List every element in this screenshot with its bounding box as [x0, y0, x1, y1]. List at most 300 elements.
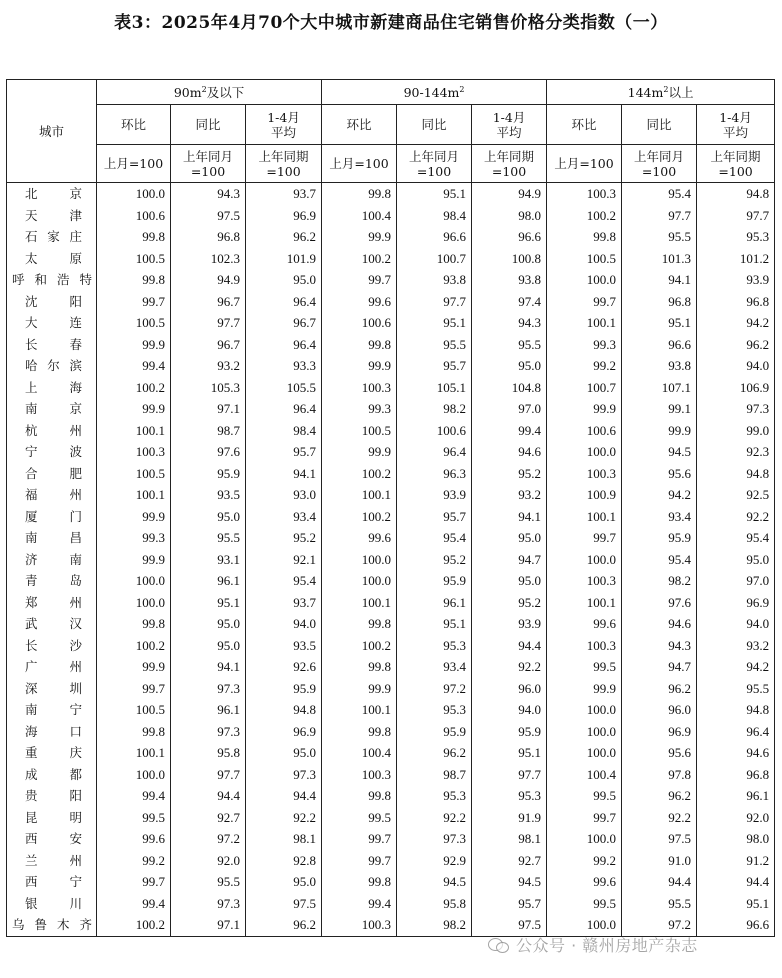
table-row — [7, 549, 775, 571]
value-cell: 95.3 — [697, 226, 775, 248]
value-cell: 95.0 — [697, 549, 775, 571]
value-cell: 96.4 — [697, 721, 775, 743]
table-row — [7, 291, 775, 313]
value-cell: 100.8 — [472, 248, 547, 270]
value-cell: 97.6 — [171, 441, 246, 463]
value-cell: 93.7 — [246, 592, 322, 614]
city-cell: 天津 — [7, 205, 97, 227]
value-cell: 97.7 — [397, 291, 472, 313]
value-cell: 95.9 — [171, 463, 246, 485]
value-cell: 96.1 — [697, 785, 775, 807]
value-cell: 97.0 — [472, 398, 547, 420]
value-cell: 92.2 — [472, 656, 547, 678]
value-cell: 94.8 — [246, 699, 322, 721]
value-cell: 95.5 — [622, 893, 697, 915]
value-cell: 94.6 — [472, 441, 547, 463]
value-cell: 95.2 — [472, 463, 547, 485]
value-cell: 99.7 — [547, 291, 622, 313]
table-row — [7, 635, 775, 657]
city-cell: 太原 — [7, 248, 97, 270]
value-cell: 94.0 — [697, 613, 775, 635]
base-header-ytd-line1: 上年同期 — [484, 148, 535, 164]
value-cell: 92.1 — [246, 549, 322, 571]
value-cell: 100.4 — [322, 742, 397, 764]
table-row — [7, 269, 775, 291]
col-header-yoy: 同比 — [622, 105, 697, 145]
value-cell: 100.0 — [547, 269, 622, 291]
value-cell: 95.6 — [622, 463, 697, 485]
value-cell: 99.6 — [547, 871, 622, 893]
col-header-mom: 环比 — [547, 105, 622, 145]
group-header-large: $144m^2$以上 — [547, 80, 775, 105]
value-cell: 98.2 — [397, 398, 472, 420]
value-cell: 101.9 — [246, 248, 322, 270]
value-cell: 99.5 — [547, 785, 622, 807]
base-header-ytd-line1: 上年同期 — [710, 148, 761, 164]
value-cell: 93.9 — [697, 269, 775, 291]
value-cell: 99.6 — [97, 828, 171, 850]
col-header-mom: 环比 — [322, 105, 397, 145]
city-cell: 兰州 — [7, 850, 97, 872]
value-cell: 100.0 — [97, 183, 171, 205]
value-cell: 93.2 — [472, 484, 547, 506]
value-cell: 97.5 — [171, 205, 246, 227]
value-cell: 96.7 — [171, 334, 246, 356]
value-cell: 95.5 — [472, 334, 547, 356]
value-cell: 100.6 — [397, 420, 472, 442]
value-cell: 95.7 — [246, 441, 322, 463]
value-cell: 98.2 — [622, 570, 697, 592]
value-cell: 95.6 — [622, 742, 697, 764]
value-cell: 99.0 — [697, 420, 775, 442]
value-cell: 99.9 — [547, 678, 622, 700]
city-cell: 武汉 — [7, 613, 97, 635]
value-cell: 97.2 — [397, 678, 472, 700]
value-cell: 94.1 — [171, 656, 246, 678]
city-cell: 郑州 — [7, 592, 97, 614]
table-row — [7, 656, 775, 678]
group-header-mid: $90-144m^2$ — [322, 80, 547, 105]
value-cell: 96.9 — [246, 205, 322, 227]
value-cell: 99.4 — [472, 420, 547, 442]
value-cell: 100.1 — [322, 592, 397, 614]
value-cell: 100.1 — [97, 420, 171, 442]
value-cell: 94.4 — [622, 871, 697, 893]
value-cell: 93.0 — [246, 484, 322, 506]
base-header-mom: 上月=100 — [322, 145, 397, 183]
value-cell: 98.0 — [697, 828, 775, 850]
value-cell: 100.1 — [97, 484, 171, 506]
value-cell: 99.5 — [322, 807, 397, 829]
col-header-ytd-line2: 平均 — [723, 124, 749, 140]
value-cell: 98.4 — [246, 420, 322, 442]
value-cell: 99.6 — [322, 291, 397, 313]
city-cell: 乌鲁木齐 — [7, 914, 97, 936]
city-cell: 上海 — [7, 377, 97, 399]
table-row — [7, 205, 775, 227]
value-cell: 94.0 — [697, 355, 775, 377]
value-cell: 96.6 — [472, 226, 547, 248]
value-cell: 100.0 — [97, 764, 171, 786]
city-cell: 海口 — [7, 721, 97, 743]
value-cell: 95.7 — [397, 506, 472, 528]
value-cell: 100.1 — [547, 506, 622, 528]
value-cell: 97.7 — [472, 764, 547, 786]
value-cell: 100.3 — [547, 635, 622, 657]
value-cell: 95.4 — [622, 183, 697, 205]
value-cell: 97.1 — [171, 914, 246, 936]
value-cell: 100.2 — [322, 506, 397, 528]
value-cell: 99.9 — [322, 441, 397, 463]
value-cell: 99.3 — [547, 334, 622, 356]
value-cell: 94.1 — [472, 506, 547, 528]
value-cell: 100.0 — [547, 441, 622, 463]
value-cell: 97.8 — [622, 764, 697, 786]
value-cell: 97.7 — [171, 764, 246, 786]
value-cell: 94.2 — [697, 312, 775, 334]
city-cell: 成都 — [7, 764, 97, 786]
value-cell: 94.1 — [622, 269, 697, 291]
value-cell: 95.9 — [472, 721, 547, 743]
value-cell: 97.5 — [246, 893, 322, 915]
value-cell: 94.4 — [472, 635, 547, 657]
value-cell: 94.9 — [171, 269, 246, 291]
value-cell: 97.2 — [171, 828, 246, 850]
value-cell: 100.1 — [547, 312, 622, 334]
table-row — [7, 893, 775, 915]
value-cell: 96.6 — [697, 914, 775, 936]
value-cell: 100.1 — [547, 592, 622, 614]
value-cell: 100.7 — [397, 248, 472, 270]
value-cell: 95.9 — [246, 678, 322, 700]
value-cell: 100.0 — [547, 914, 622, 936]
value-cell: 99.8 — [97, 721, 171, 743]
table-row — [7, 377, 775, 399]
value-cell: 100.2 — [97, 914, 171, 936]
value-cell: 97.3 — [171, 721, 246, 743]
value-cell: 92.7 — [171, 807, 246, 829]
value-cell: 99.8 — [322, 871, 397, 893]
city-cell: 青岛 — [7, 570, 97, 592]
value-cell: 95.8 — [397, 893, 472, 915]
value-cell: 99.8 — [97, 269, 171, 291]
value-cell: 96.1 — [171, 570, 246, 592]
col-header-ytd — [246, 105, 322, 145]
value-cell: 97.5 — [472, 914, 547, 936]
value-cell: 99.7 — [547, 807, 622, 829]
table-row — [7, 699, 775, 721]
city-cell: 长沙 — [7, 635, 97, 657]
value-cell: 94.5 — [397, 871, 472, 893]
base-header-mom: 上月=100 — [97, 145, 171, 183]
value-cell: 104.8 — [472, 377, 547, 399]
value-cell: 100.5 — [547, 248, 622, 270]
base-header-ytd — [697, 145, 775, 183]
value-cell: 100.2 — [547, 205, 622, 227]
value-cell: 95.0 — [246, 871, 322, 893]
table-row — [7, 828, 775, 850]
value-cell: 95.1 — [697, 893, 775, 915]
value-cell: 93.2 — [697, 635, 775, 657]
value-cell: 106.9 — [697, 377, 775, 399]
col-header-ytd-line1: 1-4月 — [719, 109, 752, 125]
value-cell: 101.3 — [622, 248, 697, 270]
base-header-yoy — [171, 145, 246, 183]
value-cell: 99.7 — [322, 828, 397, 850]
value-cell: 100.1 — [97, 742, 171, 764]
value-cell: 94.3 — [622, 635, 697, 657]
city-cell: 深圳 — [7, 678, 97, 700]
city-cell: 西宁 — [7, 871, 97, 893]
value-cell: 100.1 — [322, 699, 397, 721]
table-row — [7, 441, 775, 463]
city-cell: 银川 — [7, 893, 97, 915]
value-cell: 97.3 — [246, 764, 322, 786]
value-cell: 96.2 — [622, 678, 697, 700]
value-cell: 100.0 — [547, 742, 622, 764]
city-cell: 哈尔滨 — [7, 355, 97, 377]
city-header: 城市 — [7, 80, 97, 183]
value-cell: 100.0 — [322, 570, 397, 592]
table-row — [7, 248, 775, 270]
value-cell: 95.1 — [171, 592, 246, 614]
value-cell: 97.1 — [171, 398, 246, 420]
value-cell: 94.5 — [472, 871, 547, 893]
value-cell: 93.9 — [472, 613, 547, 635]
value-cell: 96.1 — [397, 592, 472, 614]
value-cell: 97.3 — [397, 828, 472, 850]
value-cell: 97.0 — [697, 570, 775, 592]
value-cell: 94.4 — [171, 785, 246, 807]
city-cell: 杭州 — [7, 420, 97, 442]
city-cell: 石家庄 — [7, 226, 97, 248]
value-cell: 93.8 — [472, 269, 547, 291]
group-header-small: $90m^2$及以下 — [97, 80, 322, 105]
value-cell: 96.1 — [171, 699, 246, 721]
value-cell: 99.2 — [547, 355, 622, 377]
value-cell: 92.2 — [697, 506, 775, 528]
value-cell: 95.0 — [472, 570, 547, 592]
value-cell: 99.6 — [547, 613, 622, 635]
value-cell: 95.5 — [697, 678, 775, 700]
value-cell: 99.9 — [322, 678, 397, 700]
value-cell: 94.8 — [697, 699, 775, 721]
value-cell: 93.8 — [622, 355, 697, 377]
value-cell: 99.9 — [322, 355, 397, 377]
base-header-ytd — [246, 145, 322, 183]
value-cell: 92.2 — [246, 807, 322, 829]
value-cell: 94.8 — [697, 463, 775, 485]
value-cell: 92.0 — [697, 807, 775, 829]
table-row — [7, 527, 775, 549]
value-cell: 95.3 — [472, 785, 547, 807]
value-cell: 99.8 — [322, 613, 397, 635]
value-cell: 93.5 — [171, 484, 246, 506]
watermark — [488, 933, 698, 956]
value-cell: 95.1 — [397, 183, 472, 205]
value-cell: 96.0 — [472, 678, 547, 700]
value-cell: 95.4 — [697, 527, 775, 549]
value-cell: 92.0 — [171, 850, 246, 872]
value-cell: 99.4 — [97, 355, 171, 377]
value-cell: 100.5 — [97, 248, 171, 270]
value-cell: 99.8 — [322, 721, 397, 743]
value-cell: 94.8 — [697, 183, 775, 205]
watermark-text: 公众号 · 赣州房地产杂志 — [516, 936, 698, 955]
value-cell: 96.4 — [397, 441, 472, 463]
value-cell: 96.4 — [246, 291, 322, 313]
value-cell: 94.3 — [171, 183, 246, 205]
table-row — [7, 678, 775, 700]
value-cell: 92.8 — [246, 850, 322, 872]
table-row — [7, 420, 775, 442]
col-header-ytd — [697, 105, 775, 145]
col-header-mom: 环比 — [97, 105, 171, 145]
value-cell: 95.0 — [246, 742, 322, 764]
value-cell: 95.5 — [171, 527, 246, 549]
value-cell: 99.9 — [622, 420, 697, 442]
value-cell: 99.7 — [322, 269, 397, 291]
col-header-ytd-line1: 1-4月 — [267, 109, 300, 125]
table-row — [7, 871, 775, 893]
value-cell: 100.3 — [547, 570, 622, 592]
value-cell: 96.2 — [397, 742, 472, 764]
value-cell: 91.9 — [472, 807, 547, 829]
value-cell: 95.3 — [397, 635, 472, 657]
value-cell: 95.2 — [246, 527, 322, 549]
base-header-ytd-line2: =100 — [718, 163, 753, 179]
value-cell: 99.2 — [547, 850, 622, 872]
value-cell: 100.0 — [547, 699, 622, 721]
value-cell: 95.0 — [246, 269, 322, 291]
value-cell: 97.3 — [171, 678, 246, 700]
value-cell: 95.8 — [171, 742, 246, 764]
sub-header-row — [7, 105, 775, 145]
value-cell: 100.5 — [97, 312, 171, 334]
base-header-ytd-line2: =100 — [491, 163, 527, 179]
value-cell: 98.7 — [397, 764, 472, 786]
value-cell: 93.4 — [622, 506, 697, 528]
value-cell: 100.3 — [322, 377, 397, 399]
value-cell: 95.2 — [397, 549, 472, 571]
value-cell: 105.1 — [397, 377, 472, 399]
col-header-yoy: 同比 — [397, 105, 472, 145]
base-header-yoy-line2: =100 — [416, 163, 452, 179]
value-cell: 100.2 — [322, 635, 397, 657]
col-header-ytd-line2: 平均 — [496, 124, 522, 140]
value-cell: 96.2 — [246, 226, 322, 248]
value-cell: 93.2 — [171, 355, 246, 377]
value-cell: 102.3 — [171, 248, 246, 270]
value-cell: 96.4 — [246, 398, 322, 420]
table-row — [7, 570, 775, 592]
value-cell: 100.0 — [547, 549, 622, 571]
value-cell: 100.6 — [97, 205, 171, 227]
value-cell: 97.5 — [622, 828, 697, 850]
value-cell: 99.9 — [547, 398, 622, 420]
value-cell: 100.2 — [322, 248, 397, 270]
base-header-yoy-line2: =100 — [190, 163, 226, 179]
table-row — [7, 312, 775, 334]
base-header-yoy-line2: =100 — [641, 163, 677, 179]
table-row — [7, 592, 775, 614]
value-cell: 92.3 — [697, 441, 775, 463]
value-cell: 94.2 — [697, 656, 775, 678]
value-cell: 95.7 — [397, 355, 472, 377]
value-cell: 97.3 — [171, 893, 246, 915]
base-header-mom: 上月=100 — [547, 145, 622, 183]
value-cell: 94.6 — [697, 742, 775, 764]
value-cell: 99.2 — [97, 850, 171, 872]
col-header-yoy: 同比 — [171, 105, 246, 145]
value-cell: 95.3 — [397, 785, 472, 807]
value-cell: 96.7 — [246, 312, 322, 334]
value-cell: 98.0 — [472, 205, 547, 227]
table-row — [7, 506, 775, 528]
value-cell: 92.9 — [397, 850, 472, 872]
value-cell: 93.1 — [171, 549, 246, 571]
value-cell: 92.2 — [622, 807, 697, 829]
value-cell: 99.6 — [322, 527, 397, 549]
value-cell: 99.8 — [97, 613, 171, 635]
value-cell: 93.8 — [397, 269, 472, 291]
value-cell: 99.8 — [322, 183, 397, 205]
value-cell: 100.3 — [322, 914, 397, 936]
price-index-table — [6, 79, 775, 937]
value-cell: 95.0 — [171, 613, 246, 635]
value-cell: 97.6 — [622, 592, 697, 614]
value-cell: 99.1 — [622, 398, 697, 420]
value-cell: 97.7 — [171, 312, 246, 334]
table-row — [7, 785, 775, 807]
table-body — [7, 183, 775, 937]
value-cell: 94.9 — [472, 183, 547, 205]
table-row — [7, 721, 775, 743]
value-cell: 95.9 — [622, 527, 697, 549]
city-cell: 重庆 — [7, 742, 97, 764]
table-row — [7, 850, 775, 872]
value-cell: 96.8 — [697, 764, 775, 786]
value-cell: 92.2 — [397, 807, 472, 829]
value-cell: 100.2 — [322, 463, 397, 485]
value-cell: 100.7 — [547, 377, 622, 399]
value-cell: 97.2 — [622, 914, 697, 936]
value-cell: 95.5 — [171, 871, 246, 893]
value-cell: 94.1 — [246, 463, 322, 485]
value-cell: 95.1 — [397, 312, 472, 334]
value-cell: 107.1 — [622, 377, 697, 399]
wechat-icon — [488, 936, 510, 954]
value-cell: 100.0 — [547, 828, 622, 850]
city-cell: 福州 — [7, 484, 97, 506]
value-cell: 95.1 — [397, 613, 472, 635]
value-cell: 95.1 — [622, 312, 697, 334]
value-cell: 96.8 — [622, 291, 697, 313]
value-cell: 99.7 — [322, 850, 397, 872]
base-header-ytd — [472, 145, 547, 183]
value-cell: 93.7 — [246, 183, 322, 205]
value-cell: 95.0 — [472, 527, 547, 549]
city-cell: 北京 — [7, 183, 97, 205]
city-cell: 大连 — [7, 312, 97, 334]
value-cell: 96.6 — [622, 334, 697, 356]
value-cell: 98.4 — [397, 205, 472, 227]
city-cell: 宁波 — [7, 441, 97, 463]
value-cell: 96.9 — [622, 721, 697, 743]
value-cell: 97.7 — [697, 205, 775, 227]
value-cell: 99.5 — [547, 893, 622, 915]
value-cell: 94.2 — [622, 484, 697, 506]
